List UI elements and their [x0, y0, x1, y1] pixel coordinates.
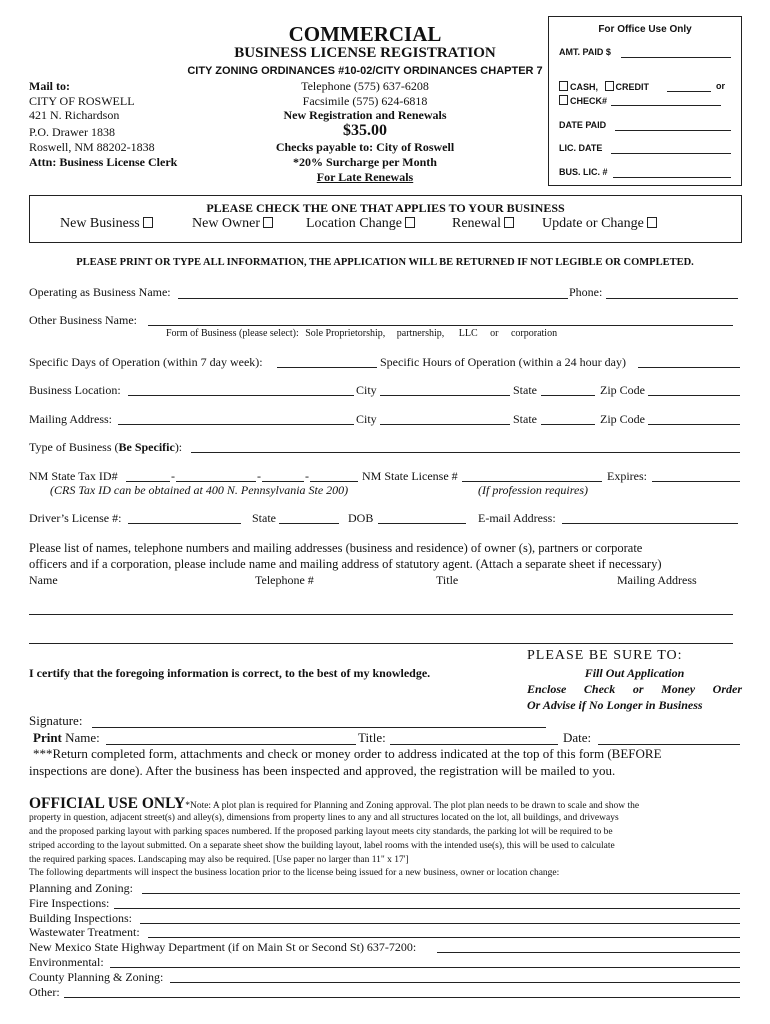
dept-fire: Fire Inspections:: [29, 896, 110, 910]
new-business-checkbox[interactable]: [143, 217, 153, 228]
fee-amount: $35.00: [343, 122, 387, 139]
dept-county: County Planning & Zoning:: [29, 970, 164, 984]
dash: -: [171, 469, 175, 483]
form-of-business-label: Form of Business (please select):: [166, 328, 299, 339]
dept-wastewater-field[interactable]: [148, 937, 740, 938]
option-location-change[interactable]: [306, 216, 415, 232]
owner-line-1[interactable]: [29, 614, 733, 615]
mailing-state-label: State: [513, 412, 537, 426]
check-label: CHECK#: [570, 96, 608, 106]
col-name: Name: [29, 573, 58, 587]
mailing-label: Mailing Address:: [29, 412, 112, 426]
option-label: New Business: [60, 216, 140, 231]
mailing-city-field[interactable]: [380, 424, 510, 425]
telephone: Telephone (575) 637-6208: [301, 79, 429, 93]
tax-id-part-4[interactable]: [310, 481, 358, 482]
credit-label: CREDIT: [615, 82, 650, 92]
hours-field[interactable]: [638, 367, 740, 368]
mail-line-4: Roswell, NM 88202-1838: [29, 140, 155, 154]
dept-other: Other:: [29, 985, 60, 999]
cash-checkbox[interactable]: [559, 81, 568, 91]
location-zip-field[interactable]: [648, 395, 740, 396]
ordinances-line: CITY ZONING ORDINANCES #10-02/CITY ORDINANCES CHAPTER 7: [187, 65, 543, 77]
mail-line-1: CITY OF ROSWELL: [29, 94, 135, 108]
dept-fire-field[interactable]: [114, 908, 740, 909]
location-change-checkbox[interactable]: [405, 217, 415, 228]
other-name-field[interactable]: [148, 325, 733, 326]
signature-field[interactable]: [92, 727, 546, 728]
location-zip-label: Zip Code: [600, 383, 645, 397]
date-field[interactable]: [598, 744, 740, 745]
title-label: Title:: [358, 730, 386, 745]
other-name-label: Other Business Name:: [29, 313, 137, 327]
mailing-city-label: City: [356, 412, 377, 426]
facsimile: Facsimile (575) 624-6818: [302, 94, 428, 108]
mail-line-2: 421 N. Richardson: [29, 108, 120, 122]
type-suffix: ):: [174, 440, 183, 454]
days-label: Specific Days of Operation (within 7 day week):: [29, 355, 263, 369]
phone-label: Phone:: [569, 285, 603, 299]
be-sure-line-2: Enclose Check or Money Order: [527, 682, 742, 696]
print-bold: Print: [33, 730, 62, 745]
location-label: Business Location:: [29, 383, 121, 397]
operating-name-label: Operating as Business Name:: [29, 285, 171, 299]
location-city-label: City: [356, 383, 377, 397]
mailing-state-field[interactable]: [541, 424, 595, 425]
dept-highway: New Mexico State Highway Department (if on Main St or Second St) 637-7200:: [29, 940, 417, 954]
location-state-field[interactable]: [541, 395, 595, 396]
dept-other-field[interactable]: [64, 997, 740, 998]
type-bold: Be Specific: [118, 440, 175, 454]
dept-highway-field[interactable]: [437, 952, 740, 953]
fob-sole-proprietorship[interactable]: Sole Proprietorship,: [305, 328, 386, 339]
checks-payable: Checks payable to: City of Roswell: [275, 140, 455, 154]
official-note-3: and the proposed parking layout with parking spaces numbered. If the proposed parking layout meets city standards, the parking lot will be required to be: [29, 827, 613, 837]
dl-state-label: State: [252, 511, 276, 525]
tax-id-label: NM State Tax ID#: [29, 469, 118, 483]
dept-building: Building Inspections:: [29, 911, 132, 925]
check-row: [559, 95, 607, 106]
operating-name-field[interactable]: [178, 298, 568, 299]
date-label: Date:: [563, 730, 592, 745]
print-instructions: PLEASE PRINT OR TYPE ALL INFORMATION, THE APPLICATION WILL BE RETURNED IF NOT LEGIBLE OR COMPLETED.: [76, 257, 694, 268]
office-use-title: For Office Use Only: [598, 24, 692, 35]
office-use-box: [548, 16, 742, 186]
state-license-field[interactable]: [462, 481, 602, 482]
fob-or: or: [490, 328, 499, 339]
applies-heading: PLEASE CHECK THE ONE THAT APPLIES TO YOUR BUSINESS: [206, 201, 565, 215]
date-paid-label: DATE PAID: [559, 120, 607, 130]
lic-date-field[interactable]: [611, 153, 731, 154]
dob-field[interactable]: [378, 523, 466, 524]
expires-label: Expires:: [607, 469, 647, 483]
credit-checkbox[interactable]: [605, 81, 614, 91]
amt-paid-row: [559, 47, 611, 57]
profession-note: (If profession requires): [478, 483, 588, 497]
type-prefix: Type of Business (: [29, 440, 119, 454]
signature-label: Signature:: [29, 713, 83, 728]
official-note-6: The following departments will inspect the business location prior to the license being issued for a new business, owner or location change:: [29, 868, 560, 878]
bus-lic-label: BUS. LIC. #: [559, 167, 608, 177]
mailing-zip-field[interactable]: [648, 424, 740, 425]
payment-method-row: [559, 81, 649, 92]
option-label: Location Change: [306, 216, 403, 231]
title-field[interactable]: [390, 744, 558, 745]
expires-field[interactable]: [652, 481, 740, 482]
drivers-license-field[interactable]: [128, 523, 241, 524]
official-note-5: the required parking spaces. Landscaping may also be required. [Use paper no larger than 11" x 17']: [29, 855, 409, 865]
mailing-field[interactable]: [118, 424, 354, 425]
mail-label: Mail to:: [29, 79, 70, 93]
lic-date-label: LIC. DATE: [559, 143, 603, 153]
days-field[interactable]: [277, 367, 377, 368]
option-update-or-change[interactable]: [542, 216, 657, 232]
amt-paid-field[interactable]: [621, 57, 731, 58]
location-city-field[interactable]: [380, 395, 510, 396]
or-label: or: [716, 81, 725, 91]
fob-corporation[interactable]: corporation: [510, 328, 558, 339]
tax-id-part-2[interactable]: [176, 481, 256, 482]
print-rest: Name:: [61, 730, 100, 745]
option-label: Update or Change: [542, 216, 644, 231]
dept-environmental-field[interactable]: [110, 967, 740, 968]
return-instructions-2: inspections are done). After the business has been inspected and approved, the registration will be mailed to you.: [29, 763, 616, 778]
location-state-label: State: [513, 383, 537, 397]
option-new-owner[interactable]: [192, 216, 273, 232]
dob-label: DOB: [348, 511, 374, 525]
dept-planning-zoning: Planning and Zoning:: [29, 881, 133, 895]
new-registration: New Registration and Renewals: [283, 108, 447, 122]
col-mailing-address: Mailing Address: [617, 573, 697, 587]
renewal-checkbox[interactable]: [504, 217, 514, 228]
mailing-zip-label: Zip Code: [600, 412, 645, 426]
dash: -: [305, 469, 309, 483]
dept-wastewater: Wastewater Treatment:: [29, 925, 140, 939]
dept-environmental: Environmental:: [29, 955, 104, 969]
owner-line-2[interactable]: [29, 643, 733, 644]
certify-statement: I certify that the foregoing information is correct, to the best of my knowledge.: [29, 666, 431, 680]
option-label: Renewal: [452, 216, 501, 231]
form-of-business: [166, 328, 557, 339]
new-owner-checkbox[interactable]: [263, 217, 273, 228]
option-new-business[interactable]: [60, 216, 153, 232]
cash-label: CASH,: [570, 82, 599, 92]
option-label: New Owner: [192, 216, 261, 231]
dept-building-field[interactable]: [140, 923, 740, 924]
be-sure-line-1: Fill Out Application: [584, 666, 685, 680]
be-sure-heading: PLEASE BE SURE TO:: [527, 648, 683, 663]
tax-id-note: (CRS Tax ID can be obtained at 400 N. Pennsylvania Ste 200): [50, 483, 349, 497]
col-telephone: Telephone #: [255, 573, 314, 587]
dl-state-field[interactable]: [279, 523, 339, 524]
check-checkbox[interactable]: [559, 95, 568, 105]
credit-field[interactable]: [667, 91, 711, 92]
type-of-business-label: [29, 440, 182, 455]
official-use-heading-row: [29, 795, 639, 813]
amt-paid-label: AMT. PAID $: [559, 47, 611, 57]
official-note-1: *Note: A plot plan is required for Planning and Zoning approval. The plot plan needs to be drawn to scale and show the: [185, 801, 640, 811]
email-field[interactable]: [562, 523, 738, 524]
date-paid-field[interactable]: [615, 130, 731, 131]
col-title: Title: [436, 573, 459, 587]
phone-field[interactable]: [606, 298, 738, 299]
owners-instructions-1: Please list of names, telephone numbers and mailing addresses (business and residence) of owner (s), partners or corporate: [29, 541, 643, 555]
official-note-2: property in question, adjacent street(s) and alley(s), dimensions from property lines to any and all structures located on the lot, all buildings, and driveways: [29, 813, 619, 823]
mail-line-5: Attn: Business License Clerk: [29, 155, 178, 169]
tax-id-part-1[interactable]: [126, 481, 170, 482]
applies-box: [29, 195, 742, 243]
check-number-field[interactable]: [611, 105, 721, 106]
dept-planning-zoning-field[interactable]: [142, 893, 740, 894]
email-label: E-mail Address:: [478, 511, 556, 525]
drivers-license-label: Driver’s License #:: [29, 511, 122, 525]
return-instructions-1: ***Return completed form, attachments and check or money order to address indicated at the top of this form (BEFORE: [33, 746, 662, 761]
be-sure-line-3: Or Advise if No Longer in Business: [527, 698, 703, 712]
tax-id-part-3[interactable]: [262, 481, 304, 482]
official-note-4: striped according to the layout submitted. On a separate sheet show the building layout, label rooms with the intended use(s), this will be used to calculate: [29, 841, 615, 851]
bus-lic-field[interactable]: [613, 177, 731, 178]
official-use-heading: OFFICIAL USE ONLY: [29, 795, 186, 812]
dept-county-field[interactable]: [170, 982, 740, 983]
mail-line-3: P.O. Drawer 1838: [29, 125, 115, 139]
surcharge: *20% Surcharge per Month: [293, 155, 437, 169]
location-field[interactable]: [128, 395, 354, 396]
update-checkbox[interactable]: [647, 217, 657, 228]
option-renewal[interactable]: [452, 216, 514, 232]
late-renewals: For Late Renewals: [316, 170, 414, 184]
fob-partnership[interactable]: partnership,: [396, 328, 445, 339]
type-of-business-field[interactable]: [191, 452, 740, 453]
form-subtitle: BUSINESS LICENSE REGISTRATION: [234, 45, 496, 61]
print-name-label: [33, 730, 100, 746]
hours-label: Specific Hours of Operation (within a 24 hour day): [380, 355, 626, 369]
form-title: COMMERCIAL: [288, 22, 442, 46]
fob-llc[interactable]: LLC: [458, 328, 478, 339]
print-name-field[interactable]: [106, 744, 356, 745]
owners-instructions-2: officers and if a corporation, please include name and mailing address of statutory agent. (Attach a separate sheet if necessary): [29, 557, 662, 571]
dash: -: [257, 469, 261, 483]
state-license-label: NM State License #: [362, 469, 458, 483]
